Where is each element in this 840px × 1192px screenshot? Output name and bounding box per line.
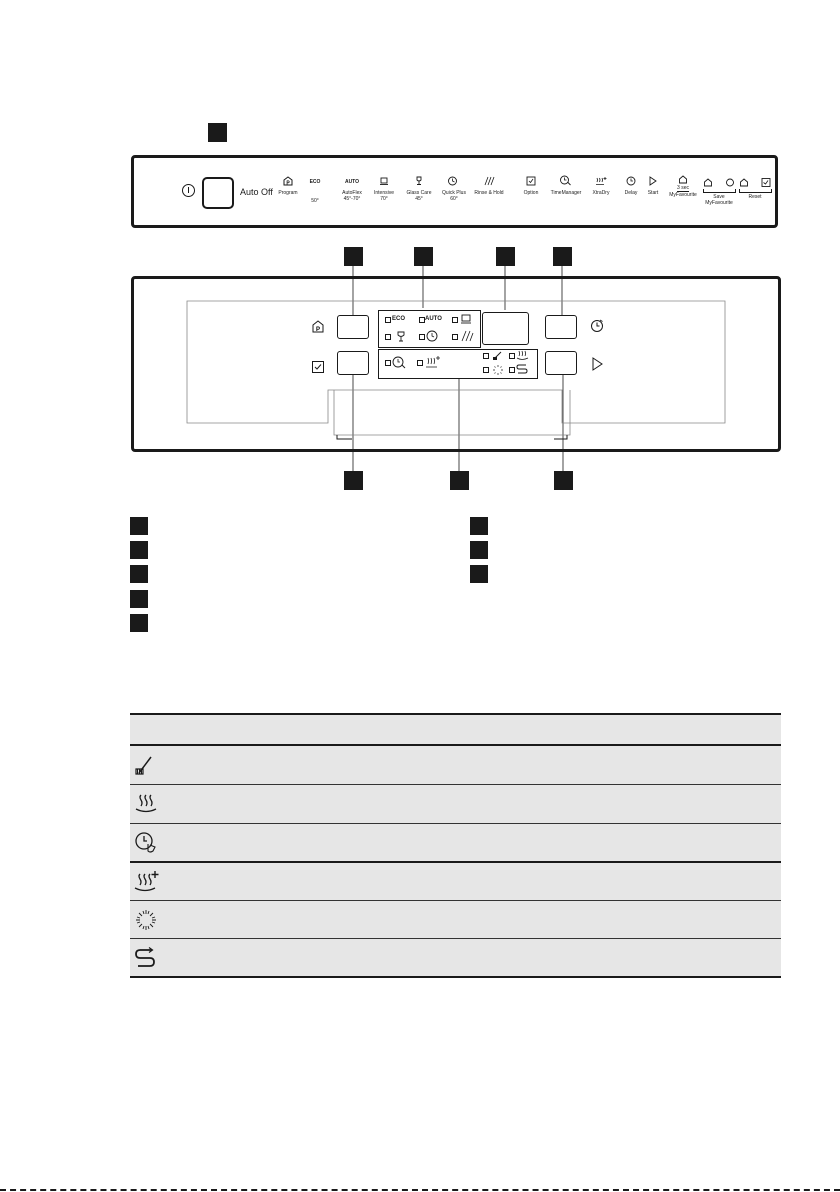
table-row <box>130 785 781 823</box>
quickplus-label: Quick Plus <box>442 190 466 196</box>
legend-marker-1 <box>130 517 148 535</box>
loop-icon <box>135 947 157 969</box>
timemanager-icon <box>134 831 158 855</box>
glass-indicator <box>385 334 391 340</box>
auto-off-label: Auto Off <box>240 187 273 197</box>
option-label: Option <box>523 190 539 196</box>
delay-button[interactable] <box>545 315 577 339</box>
option-symbol-icon <box>312 360 324 378</box>
legend-marker-4 <box>130 590 148 608</box>
svg-text:P: P <box>315 327 321 333</box>
loop-indicator <box>509 367 515 373</box>
eco-icon: ECO <box>309 179 321 185</box>
autoflex-temp: 45°-70° <box>343 196 361 202</box>
xtradry-indicator <box>417 360 423 366</box>
control-panel-detail <box>131 276 781 452</box>
quick-indicator-icon <box>426 330 440 342</box>
option-button[interactable] <box>337 351 369 375</box>
brush-indicator-icon <box>492 350 504 361</box>
start-label: Start <box>647 190 659 196</box>
quickplus-temp: 60° <box>450 196 458 202</box>
glasscare-temp: 45° <box>415 196 423 202</box>
option-indicators <box>378 349 538 379</box>
table-row <box>130 863 781 901</box>
steam-indicator-icon <box>516 350 530 361</box>
intensive-label: Intensive <box>373 190 395 196</box>
table-row <box>130 824 781 862</box>
auto-indicator-label: AUTO <box>425 316 442 322</box>
table-header <box>130 714 781 744</box>
intensive-indicator-icon <box>460 314 472 325</box>
eco-indicator-label: ECO <box>392 316 406 322</box>
legend-marker-5 <box>130 614 148 632</box>
glass-indicator-icon <box>397 331 405 342</box>
xtradry-indicator-icon <box>425 355 441 371</box>
xtradry-label: XtraDry <box>592 190 610 196</box>
delay-label: Delay <box>624 190 638 196</box>
brush-icon <box>134 754 156 776</box>
rinse-indicator <box>452 334 458 340</box>
myfavourite-label: MyFavourite <box>669 192 697 198</box>
page-bottom-border <box>0 1189 840 1191</box>
rinse-indicator-icon <box>460 330 474 342</box>
sparkle-icon <box>135 909 157 931</box>
legend-marker-7 <box>470 541 488 559</box>
timemanager-label: TimeManager <box>550 190 582 196</box>
display <box>482 312 529 345</box>
legend-marker-3 <box>130 565 148 583</box>
loop-indicator-icon <box>516 363 529 376</box>
start-button[interactable] <box>545 351 577 375</box>
program-button[interactable] <box>337 315 369 339</box>
steam-icon <box>134 792 158 816</box>
program-symbol-icon <box>312 320 324 338</box>
legend-marker-6 <box>470 517 488 535</box>
sparkle-indicator-icon <box>492 364 504 376</box>
save-myfavourite-label: Save MyFavourite <box>705 194 733 206</box>
timemanager-indicator <box>385 360 391 366</box>
reset-label: Reset <box>748 194 762 200</box>
legend-marker-2 <box>130 541 148 559</box>
table-row <box>130 901 781 939</box>
svg-text:P: P <box>286 180 290 186</box>
rinsehold-label: Rinse & Hold <box>474 190 504 196</box>
steam-indicator <box>509 353 515 359</box>
program-label: Program <box>278 190 298 196</box>
eco-indicator <box>385 317 391 323</box>
program-indicators <box>378 310 481 348</box>
table-row <box>130 939 781 977</box>
timemanager-indicator-icon <box>392 355 408 371</box>
autoflex-label: AutoFlex <box>342 190 362 196</box>
xtradry-icon <box>134 869 160 895</box>
auto-icon: AUTO <box>344 179 360 185</box>
glasscare-label: Glass Care <box>406 190 432 196</box>
delay-symbol-icon <box>590 319 604 338</box>
quick-indicator <box>419 334 425 340</box>
rinseaid-indicator <box>483 353 489 359</box>
sparkle-indicator <box>483 367 489 373</box>
eco-temp: 50° <box>311 198 319 204</box>
start-symbol-icon <box>592 357 603 376</box>
legend-marker-8 <box>470 565 488 583</box>
intensive-temp: 70° <box>380 196 388 202</box>
intensive-indicator <box>452 317 458 323</box>
table-row <box>130 746 781 784</box>
myfavourite-sec: 3 sec <box>677 185 689 191</box>
